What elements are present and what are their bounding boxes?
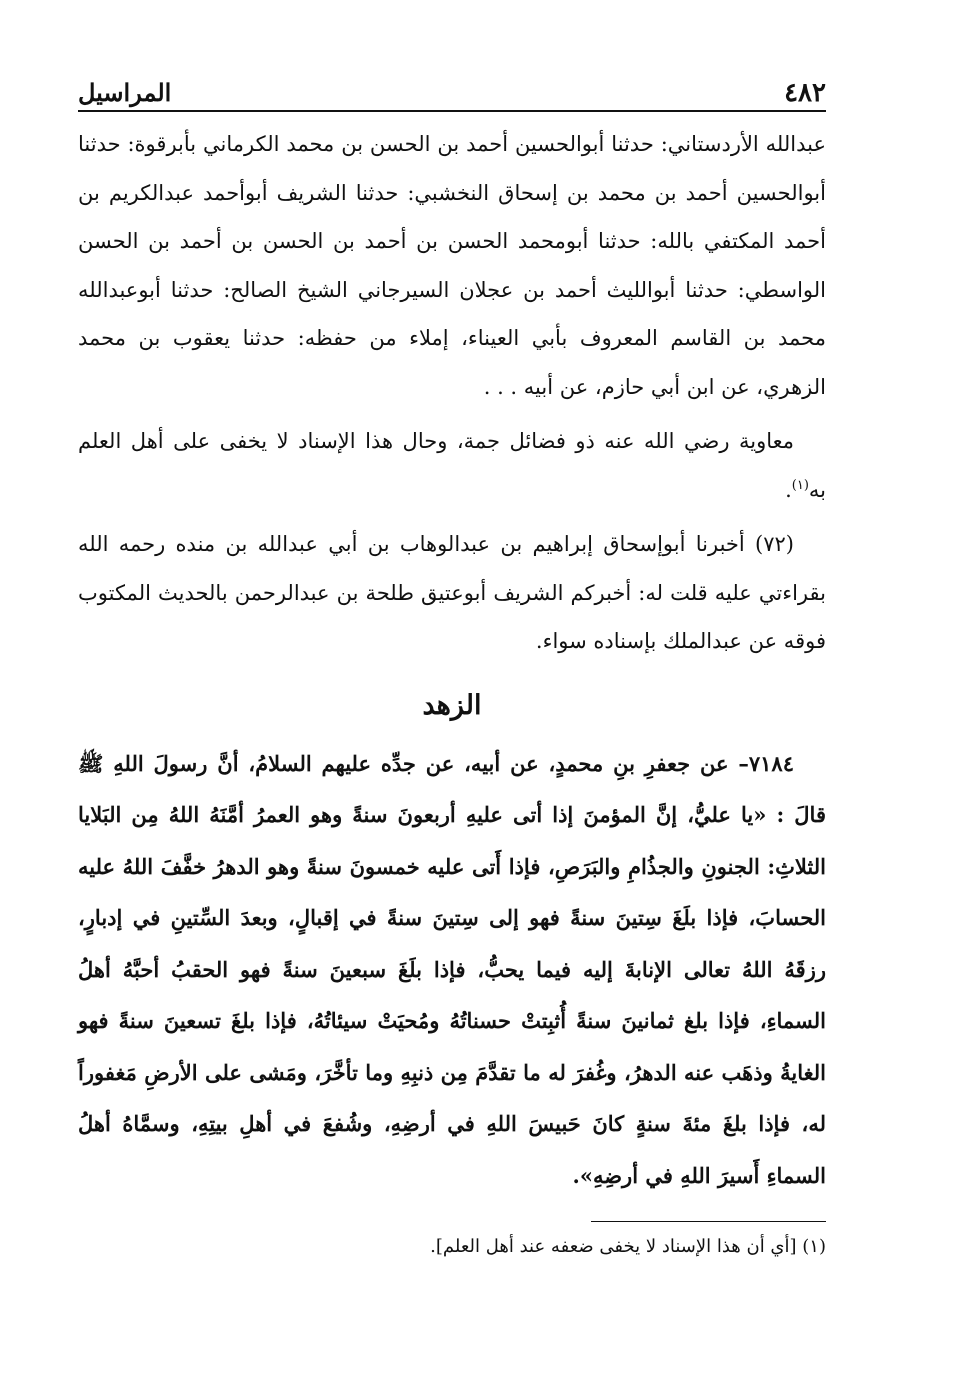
footnote-divider [591,1221,826,1222]
comment-text: معاوية رضي الله عنه ذو فضائل جمة، وحال هذا الإسناد لا يخفى على أهل العلم به [78,429,826,502]
section-title: الزهد [422,689,482,721]
footnote-marker: (١) [791,477,809,493]
footnote: (١) [أي أن هذا الإسناد لا يخفى ضعفه عند أهل العلم]. [430,1236,826,1257]
comment-paragraph [78,417,826,514]
report-paragraph: (٧٢) أخبرنا أبوإسحاق إبراهيم بن عبدالوهاب بن أبي عبدالله بن منده رحمه الله بقراءتي عليه قلت له: أخبركم الشريف أبوعتيق طلحة بن عبدالرحمن بالحديث المكتوب فوقه عن عبدالملك بإسناده سواء. [78,532,826,653]
isnad-paragraph: عبدالله الأردستاني: حدثنا أبوالحسين أحمد بن الحسن بن محمد الكرماني بأبرقوة: حدثنا أبوالحسين أحمد بن محمد بن إسحاق النخشبي: حدثنا الشريف أبوأحمد عبدالكريم بن أحمد المكتفي بالله: حدثنا أبومحمد الحسن بن أحمد بن الحسن بن أحمد بن الحسن الواسطي: حدثنا أبوالليث أحمد بن عجلان السيرجاني الشيخ الصالح: حدثنا أبوعبدالله محمد بن القاسم المعروف بأبي العيناء، إملاء من حفظه: حدثنا يعقوب بن محمد الزهري، عن ابن أبي حازم، عن أبيه . . . [78,132,826,399]
page-header [78,78,826,112]
hadith-paragraph: ٧١٨٤– عن جعفرِ بنِ محمدٍ، عن أبيه، عن جدِّه عليهم السلامُ، أنَّ رسولَ اللهِ ﷺ قالَ : «يا عليُّ، إنَّ المؤمنَ إذا أتى عليهِ أربعونَ سنةً وهو العمرُ أمَّنَهُ اللهُ مِن البَلايا الثلاثِ: الجنونِ والجذُامِ والبَرَصِ، فإذا أَتى عليه خمسونَ سنةً وهو الدهرُ خفَّفَ اللهُ عليه الحسابَ، فإذا بلَغَ سِتينَ سنةً فهو إلى سِتينَ سنةً في إقبالٍ، وبعدَ السِّتينِ في إدبارٍ، رزقَهُ اللهُ تعالى الإنابةَ إليه فيما يحبُّ، فإذا بلَغَ سبعينَ سنةً فهو الحقبُ أحبَّهُ أهلُ السماءِ، فإذا بلغ ثمانينَ سنةً أُثبِتتْ حسناتُهُ ومُحيَتْ سيئاتُهُ، فإذا بلغَ تسعينَ سنةً فهو الغايةُ وذهَب عنه الدهرُ، وغُفرَ له ما تقدَّمَ مِن ذنبِهِ وما تأخَّرَ، ومَشى على الأرضِ مَغفوراً له، فإذا بلغَ مئةَ سنةٍ كانَ حَبيسَ اللهِ في أرضِهِ، وشُفعَ في أهلِ بيتِهِ، وسمَّاهُ أهلُ السماءِ أَسيرَ اللهِ في أرضِهِ». [78,750,826,1188]
page-number: ٤٨٢ [784,78,826,108]
book-page [78,78,826,1338]
running-title: المراسيل [78,78,172,107]
comment-end: . [785,477,792,502]
